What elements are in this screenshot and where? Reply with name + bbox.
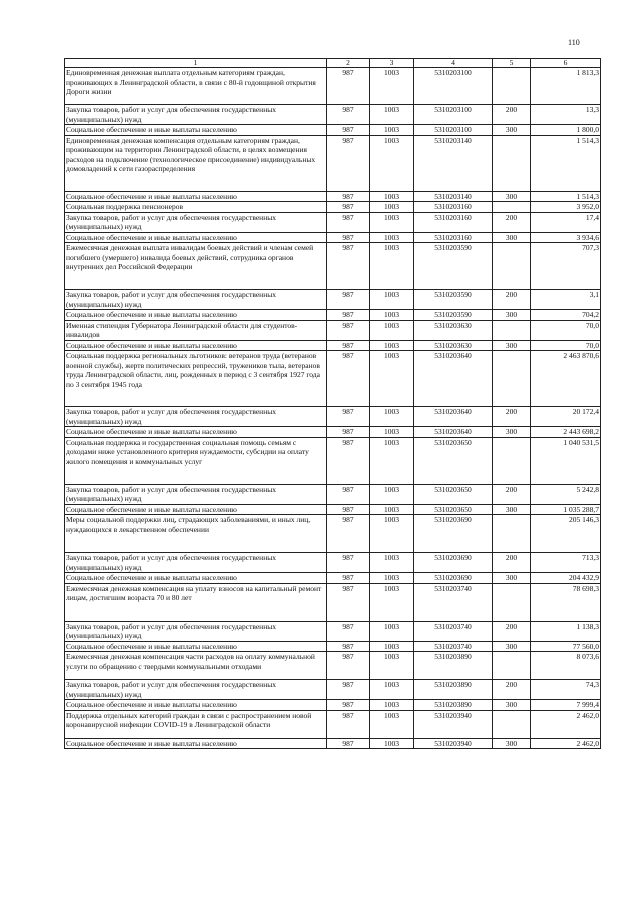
target-code-cell: 5310203160 (414, 232, 493, 243)
section-code-cell: 1003 (370, 641, 414, 652)
target-code-cell: 5310203100 (414, 68, 493, 105)
target-code-cell: 5310203740 (414, 621, 493, 641)
amount-cell: 1 138,3 (531, 621, 601, 641)
target-code-cell: 5310203690 (414, 573, 493, 584)
row-name-cell: Социальная поддержка региональных льготников: ветеранов труда (ветеранов военной службы), жертв политических репрессий, тружеников тыла, ветеранов труда Ленинградской области, лиц, рожденных в период с 3 сентября 1927 года по 3 сентября 1945 года (65, 351, 327, 407)
target-code-cell: 5310203140 (414, 191, 493, 202)
expense-type-cell: 300 (493, 427, 531, 438)
section-code-cell: 1003 (370, 484, 414, 504)
amount-cell: 1 040 531,5 (531, 437, 601, 484)
amount-cell: 1 800,0 (531, 125, 601, 136)
section-code-cell: 1003 (370, 407, 414, 427)
expense-type-cell: 200 (493, 484, 531, 504)
section-code-cell: 1003 (370, 553, 414, 573)
row-name-cell: Социальное обеспечение и иные выплаты населению (65, 700, 327, 711)
amount-cell: 2 462,0 (531, 738, 601, 749)
expense-type-cell (493, 68, 531, 105)
expense-type-cell (493, 652, 531, 680)
row-name-cell: Меры социальной поддержки лиц, страдающих заболеваниями, и иных лиц, нуждающихся в лекарственном обеспечении (65, 515, 327, 553)
table-row (65, 738, 601, 749)
gov-code-cell: 987 (327, 583, 370, 621)
section-code-cell: 1003 (370, 202, 414, 213)
gov-code-cell: 987 (327, 310, 370, 321)
section-code-cell: 1003 (370, 504, 414, 515)
amount-cell: 1 813,3 (531, 68, 601, 105)
target-code-cell: 5310203590 (414, 243, 493, 290)
row-name-cell: Социальное обеспечение и иные выплаты населению (65, 191, 327, 202)
section-code-cell: 1003 (370, 290, 414, 310)
row-name-cell: Закупка товаров, работ и услуг для обеспечения государственных (муниципальных) нужд (65, 290, 327, 310)
expense-type-cell: 200 (493, 407, 531, 427)
page-number: 110 (568, 38, 580, 47)
section-code-cell: 1003 (370, 212, 414, 232)
header-cell: 3 (370, 59, 414, 68)
header-row (65, 59, 601, 68)
target-code-cell: 5310203160 (414, 202, 493, 213)
row-name-cell: Закупка товаров, работ и услуг для обеспечения государственных (муниципальных) нужд (65, 680, 327, 700)
table-row (65, 105, 601, 125)
expense-type-cell: 300 (493, 641, 531, 652)
section-code-cell: 1003 (370, 710, 414, 738)
target-code-cell: 5310203890 (414, 680, 493, 700)
table-row (65, 515, 601, 553)
budget-table (64, 58, 601, 749)
row-name-cell: Социальное обеспечение и иные выплаты населению (65, 573, 327, 584)
amount-cell: 77 560,0 (531, 641, 601, 652)
expense-type-cell: 200 (493, 621, 531, 641)
gov-code-cell: 987 (327, 700, 370, 711)
expense-type-cell: 300 (493, 738, 531, 749)
gov-code-cell: 987 (327, 652, 370, 680)
target-code-cell: 5310203650 (414, 484, 493, 504)
gov-code-cell: 987 (327, 680, 370, 700)
expense-type-cell: 300 (493, 232, 531, 243)
header-cell: 6 (531, 59, 601, 68)
table-row (65, 710, 601, 738)
table-row (65, 437, 601, 484)
target-code-cell: 5310203640 (414, 351, 493, 407)
gov-code-cell: 987 (327, 621, 370, 641)
target-code-cell: 5310203630 (414, 320, 493, 340)
amount-cell: 8 073,6 (531, 652, 601, 680)
section-code-cell: 1003 (370, 437, 414, 484)
row-name-cell: Ежемесячная денежная выплата инвалидам боевых действий и членам семей погибшего (умершего) инвалида боевых действий, сотрудника органов внутренних дел Российской Федерации (65, 243, 327, 290)
row-name-cell: Социальная поддержка пенсионеров (65, 202, 327, 213)
table-row (65, 641, 601, 652)
table-row (65, 427, 601, 438)
gov-code-cell: 987 (327, 407, 370, 427)
amount-cell: 70,0 (531, 340, 601, 351)
target-code-cell: 5310203740 (414, 641, 493, 652)
amount-cell: 3 934,6 (531, 232, 601, 243)
target-code-cell: 5310203690 (414, 515, 493, 553)
row-name-cell: Социальное обеспечение и иные выплаты населению (65, 641, 327, 652)
gov-code-cell: 987 (327, 125, 370, 136)
section-code-cell: 1003 (370, 191, 414, 202)
target-code-cell: 5310203940 (414, 738, 493, 749)
row-name-cell: Социальное обеспечение и иные выплаты населению (65, 504, 327, 515)
amount-cell: 2 462,0 (531, 710, 601, 738)
table-row (65, 351, 601, 407)
expense-type-cell: 300 (493, 125, 531, 136)
section-code-cell: 1003 (370, 243, 414, 290)
gov-code-cell: 987 (327, 641, 370, 652)
section-code-cell: 1003 (370, 583, 414, 621)
row-name-cell: Ежемесячная денежная компенсация на уплату взносов на капитальный ремонт лицам, достигшим возраста 70 и 80 лет (65, 583, 327, 621)
table-row (65, 135, 601, 191)
target-code-cell: 5310203100 (414, 125, 493, 136)
amount-cell: 74,3 (531, 680, 601, 700)
expense-type-cell: 300 (493, 573, 531, 584)
header-cell: 1 (65, 59, 327, 68)
expense-type-cell (493, 202, 531, 213)
gov-code-cell: 987 (327, 68, 370, 105)
amount-cell: 2 463 870,6 (531, 351, 601, 407)
gov-code-cell: 987 (327, 212, 370, 232)
row-name-cell: Именная стипендия Губернатора Ленинградской области для студентов-инвалидов (65, 320, 327, 340)
table-row (65, 243, 601, 290)
expense-type-cell: 300 (493, 340, 531, 351)
section-code-cell: 1003 (370, 232, 414, 243)
target-code-cell: 5310203160 (414, 212, 493, 232)
target-code-cell: 5310203690 (414, 553, 493, 573)
target-code-cell: 5310203890 (414, 652, 493, 680)
gov-code-cell: 987 (327, 437, 370, 484)
table-row (65, 232, 601, 243)
row-name-cell: Единовременная денежная компенсация отдельным категориям граждан, проживающим на территории Ленинградской области, в целях возмещения расходов на подключение (технологическое присоединение) индивидуальных домовладений к сети газораспределения (65, 135, 327, 191)
expense-type-cell (493, 437, 531, 484)
table-row (65, 504, 601, 515)
table-row (65, 621, 601, 641)
target-code-cell: 5310203100 (414, 105, 493, 125)
section-code-cell: 1003 (370, 621, 414, 641)
expense-type-cell: 300 (493, 700, 531, 711)
table-row (65, 583, 601, 621)
target-code-cell: 5310203940 (414, 710, 493, 738)
header-cell: 2 (327, 59, 370, 68)
section-code-cell: 1003 (370, 68, 414, 105)
table-row (65, 553, 601, 573)
header-cell: 5 (493, 59, 531, 68)
row-name-cell: Единовременная денежная выплата отдельным категориям граждан, проживающих в Ленинградской области, в связи с 80-й годовщиной открытия Дороги жизни (65, 68, 327, 105)
amount-cell: 20 172,4 (531, 407, 601, 427)
expense-type-cell: 300 (493, 191, 531, 202)
section-code-cell: 1003 (370, 427, 414, 438)
amount-cell: 707,3 (531, 243, 601, 290)
section-code-cell: 1003 (370, 351, 414, 407)
amount-cell: 7 999,4 (531, 700, 601, 711)
amount-cell: 5 242,8 (531, 484, 601, 504)
gov-code-cell: 987 (327, 553, 370, 573)
table-row (65, 191, 601, 202)
target-code-cell: 5310203140 (414, 135, 493, 191)
table-row (65, 320, 601, 340)
gov-code-cell: 987 (327, 515, 370, 553)
expense-type-cell: 200 (493, 212, 531, 232)
table-row (65, 202, 601, 213)
gov-code-cell: 987 (327, 351, 370, 407)
target-code-cell: 5310203650 (414, 504, 493, 515)
amount-cell: 3,1 (531, 290, 601, 310)
amount-cell: 13,3 (531, 105, 601, 125)
amount-cell: 704,2 (531, 310, 601, 321)
gov-code-cell: 987 (327, 105, 370, 125)
gov-code-cell: 987 (327, 504, 370, 515)
table-row (65, 125, 601, 136)
gov-code-cell: 987 (327, 191, 370, 202)
section-code-cell: 1003 (370, 310, 414, 321)
row-name-cell: Социальное обеспечение и иные выплаты населению (65, 340, 327, 351)
gov-code-cell: 987 (327, 738, 370, 749)
table-row (65, 290, 601, 310)
gov-code-cell: 987 (327, 427, 370, 438)
table-row (65, 340, 601, 351)
expense-type-cell (493, 583, 531, 621)
section-code-cell: 1003 (370, 573, 414, 584)
amount-cell: 70,0 (531, 320, 601, 340)
section-code-cell: 1003 (370, 135, 414, 191)
row-name-cell: Закупка товаров, работ и услуг для обеспечения государственных (муниципальных) нужд (65, 621, 327, 641)
gov-code-cell: 987 (327, 290, 370, 310)
gov-code-cell: 987 (327, 340, 370, 351)
section-code-cell: 1003 (370, 700, 414, 711)
section-code-cell: 1003 (370, 652, 414, 680)
section-code-cell: 1003 (370, 105, 414, 125)
section-code-cell: 1003 (370, 340, 414, 351)
amount-cell: 205 146,3 (531, 515, 601, 553)
gov-code-cell: 987 (327, 710, 370, 738)
table-row (65, 310, 601, 321)
amount-cell: 713,3 (531, 553, 601, 573)
amount-cell: 204 432,9 (531, 573, 601, 584)
target-code-cell: 5310203640 (414, 427, 493, 438)
row-name-cell: Закупка товаров, работ и услуг для обеспечения государственных (муниципальных) нужд (65, 484, 327, 504)
amount-cell: 2 443 698,2 (531, 427, 601, 438)
row-name-cell: Социальное обеспечение и иные выплаты населению (65, 310, 327, 321)
row-name-cell: Закупка товаров, работ и услуг для обеспечения государственных (муниципальных) нужд (65, 105, 327, 125)
row-name-cell: Социальная поддержка и государственная социальная помощь семьям с доходами ниже установленного критерия нуждаемости, субсидии на оплату жилого помещения и коммунальных услуг (65, 437, 327, 484)
expense-type-cell (493, 320, 531, 340)
row-name-cell: Закупка товаров, работ и услуг для обеспечения государственных (муниципальных) нужд (65, 212, 327, 232)
table-row (65, 212, 601, 232)
table-row (65, 680, 601, 700)
gov-code-cell: 987 (327, 135, 370, 191)
table-row (65, 68, 601, 105)
target-code-cell: 5310203890 (414, 700, 493, 711)
amount-cell: 1 035 288,7 (531, 504, 601, 515)
gov-code-cell: 987 (327, 573, 370, 584)
row-name-cell: Закупка товаров, работ и услуг для обеспечения государственных (муниципальных) нужд (65, 407, 327, 427)
table-row (65, 700, 601, 711)
section-code-cell: 1003 (370, 680, 414, 700)
expense-type-cell: 200 (493, 105, 531, 125)
row-name-cell: Социальное обеспечение и иные выплаты населению (65, 738, 327, 749)
expense-type-cell (493, 243, 531, 290)
amount-cell: 1 514,3 (531, 135, 601, 191)
gov-code-cell: 987 (327, 232, 370, 243)
target-code-cell: 5310203590 (414, 290, 493, 310)
gov-code-cell: 987 (327, 202, 370, 213)
target-code-cell: 5310203650 (414, 437, 493, 484)
expense-type-cell: 300 (493, 310, 531, 321)
target-code-cell: 5310203740 (414, 583, 493, 621)
target-code-cell: 5310203590 (414, 310, 493, 321)
amount-cell: 17,4 (531, 212, 601, 232)
target-code-cell: 5310203630 (414, 340, 493, 351)
row-name-cell: Социальное обеспечение и иные выплаты населению (65, 427, 327, 438)
table-row (65, 652, 601, 680)
expense-type-cell (493, 351, 531, 407)
expense-type-cell: 300 (493, 504, 531, 515)
expense-type-cell: 200 (493, 553, 531, 573)
amount-cell: 1 514,3 (531, 191, 601, 202)
header-cell: 4 (414, 59, 493, 68)
amount-cell: 3 952,0 (531, 202, 601, 213)
row-name-cell: Ежемесячная денежная компенсация части расходов на оплату коммунальной услуги по обращению с твердыми коммунальными отходами (65, 652, 327, 680)
expense-type-cell (493, 710, 531, 738)
gov-code-cell: 987 (327, 243, 370, 290)
section-code-cell: 1003 (370, 515, 414, 553)
table-row (65, 573, 601, 584)
table-row (65, 484, 601, 504)
gov-code-cell: 987 (327, 484, 370, 504)
row-name-cell: Закупка товаров, работ и услуг для обеспечения государственных (муниципальных) нужд (65, 553, 327, 573)
expense-type-cell (493, 515, 531, 553)
row-name-cell: Поддержка отдельных категорий граждан в связи с распространением новой коронавирусной инфекции COVID-19 в Ленинградской области (65, 710, 327, 738)
row-name-cell: Социальное обеспечение и иные выплаты населению (65, 125, 327, 136)
gov-code-cell: 987 (327, 320, 370, 340)
expense-type-cell: 200 (493, 680, 531, 700)
target-code-cell: 5310203640 (414, 407, 493, 427)
section-code-cell: 1003 (370, 320, 414, 340)
section-code-cell: 1003 (370, 125, 414, 136)
amount-cell: 78 698,3 (531, 583, 601, 621)
expense-type-cell: 200 (493, 290, 531, 310)
expense-type-cell (493, 135, 531, 191)
table-row (65, 407, 601, 427)
row-name-cell: Социальное обеспечение и иные выплаты населению (65, 232, 327, 243)
section-code-cell: 1003 (370, 738, 414, 749)
